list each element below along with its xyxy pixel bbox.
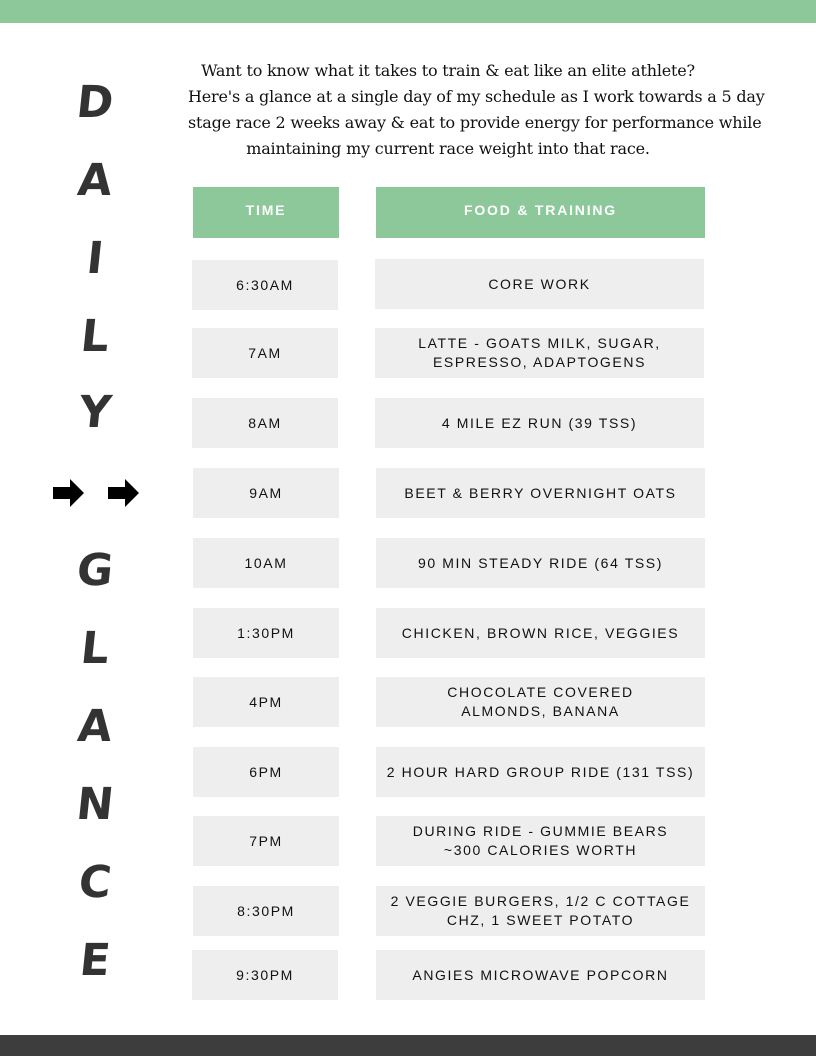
title-letter: Y xyxy=(76,387,114,438)
daily-glance-vertical-title xyxy=(0,0,190,1056)
title-letter: L xyxy=(78,623,112,674)
time-cell: 9AM xyxy=(193,468,339,518)
activity-cell: CHICKEN, BROWN RICE, VEGGIES xyxy=(376,608,705,658)
time-cell: 8:30PM xyxy=(193,886,339,936)
activity-cell: 2 VEGGIE BURGERS, 1/2 C COTTAGE CHZ, 1 SWEET POTATO xyxy=(376,886,705,936)
bottom-footer-bar xyxy=(0,1035,816,1056)
activity-cell: BEET & BERRY OVERNIGHT OATS xyxy=(376,468,705,518)
time-cell: 1:30PM xyxy=(193,608,339,658)
title-letter: G xyxy=(74,545,116,596)
activity-cell: 90 MIN STEADY RIDE (64 TSS) xyxy=(376,538,705,588)
activity-cell: 4 MILE EZ RUN (39 TSS) xyxy=(375,398,704,448)
activity-cell: LATTE - GOATS MILK, SUGAR, ESPRESSO, ADAPTOGENS xyxy=(375,328,704,378)
intro-line: Want to know what it takes to train & eat like an elite athlete? xyxy=(201,61,695,80)
activity-cell: CORE WORK xyxy=(375,259,704,309)
time-column-header: TIME xyxy=(193,187,339,238)
title-letter: C xyxy=(76,857,114,908)
time-cell: 6PM xyxy=(193,747,339,797)
time-cell: 8AM xyxy=(192,398,338,448)
intro-line: Here's a glance at a single day of my schedule as I work towards a 5 day xyxy=(188,87,765,106)
time-cell: 6:30AM xyxy=(192,260,338,310)
title-letter: A xyxy=(75,701,115,752)
title-letter: D xyxy=(74,77,116,128)
activity-cell: CHOCOLATE COVERED ALMONDS, BANANA xyxy=(376,677,705,727)
time-cell: 10AM xyxy=(193,538,339,588)
time-cell: 9:30PM xyxy=(192,950,338,1000)
title-letter: E xyxy=(77,935,113,986)
intro-paragraph xyxy=(188,58,765,162)
intro-line: maintaining my current race weight into that race. xyxy=(246,139,650,158)
right-arrow-icon xyxy=(53,478,85,508)
activity-cell: DURING RIDE - GUMMIE BEARS ~300 CALORIES WORTH xyxy=(376,816,705,866)
food-training-column-header: FOOD & TRAINING xyxy=(376,187,705,238)
activity-cell: 2 HOUR HARD GROUP RIDE (131 TSS) xyxy=(376,747,705,797)
time-cell: 4PM xyxy=(193,677,339,727)
intro-line: stage race 2 weeks away & eat to provide energy for performance while xyxy=(188,113,762,132)
title-letter: A xyxy=(75,155,115,206)
right-arrow-icon xyxy=(108,478,140,508)
activity-cell: ANGIES MICROWAVE POPCORN xyxy=(376,950,705,1000)
title-letter: I xyxy=(84,233,106,284)
time-cell: 7PM xyxy=(193,816,339,866)
title-letter: L xyxy=(78,311,112,362)
time-cell: 7AM xyxy=(192,328,338,378)
title-letter: N xyxy=(73,779,117,830)
